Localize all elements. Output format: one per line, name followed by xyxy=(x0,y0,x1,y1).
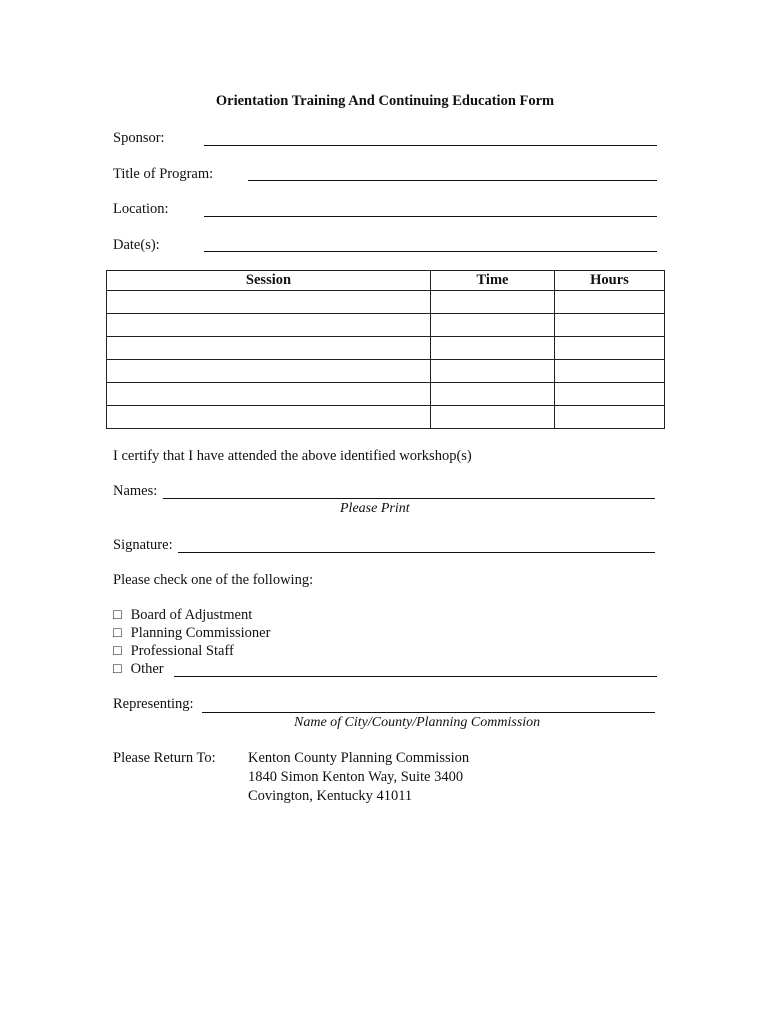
checkbox-icon[interactable]: □ xyxy=(113,643,122,659)
title-of-program-field[interactable] xyxy=(248,180,657,181)
option-other xyxy=(113,661,164,678)
names-field[interactable] xyxy=(163,498,655,499)
option-label: Planning Commissioner xyxy=(130,625,271,641)
names-hint: Please Print xyxy=(340,501,410,516)
return-address-line-3: Covington, Kentucky 41011 xyxy=(248,788,413,804)
session-column-header: Session xyxy=(107,271,431,291)
table-row xyxy=(107,314,665,337)
sponsor-field[interactable] xyxy=(204,145,657,146)
signature-label: Signature: xyxy=(113,537,173,553)
return-address-line-1: Kenton County Planning Commission xyxy=(248,750,470,766)
dates-field[interactable] xyxy=(204,251,657,252)
time-cell[interactable] xyxy=(431,337,555,360)
option-label: Professional Staff xyxy=(130,643,234,659)
location-label: Location: xyxy=(113,201,169,217)
location-field[interactable] xyxy=(204,216,657,217)
session-cell[interactable] xyxy=(107,291,431,314)
table-row xyxy=(107,337,665,360)
time-cell[interactable] xyxy=(431,383,555,406)
dates-label: Date(s): xyxy=(113,237,160,253)
checkbox-icon[interactable]: □ xyxy=(113,661,122,677)
option-label: Board of Adjustment xyxy=(130,607,253,623)
hours-column-header: Hours xyxy=(555,271,665,291)
session-cell[interactable] xyxy=(107,337,431,360)
session-cell[interactable] xyxy=(107,360,431,383)
session-cell[interactable] xyxy=(107,314,431,337)
checkbox-icon[interactable]: □ xyxy=(113,607,122,623)
session-cell[interactable] xyxy=(107,383,431,406)
check-instruction: Please check one of the following: xyxy=(113,572,314,588)
table-header-row xyxy=(107,271,665,291)
sponsor-label: Sponsor: xyxy=(113,130,165,146)
session-cell[interactable] xyxy=(107,406,431,429)
time-column-header: Time xyxy=(431,271,555,291)
form-title: Orientation Training And Continuing Education Form xyxy=(215,93,555,109)
names-label: Names: xyxy=(113,483,158,499)
hours-cell[interactable] xyxy=(555,291,665,314)
table-row xyxy=(107,291,665,314)
option-professional-staff xyxy=(113,643,234,660)
representing-field[interactable] xyxy=(202,712,655,713)
time-cell[interactable] xyxy=(431,360,555,383)
hours-cell[interactable] xyxy=(555,360,665,383)
table-row xyxy=(107,383,665,406)
hours-cell[interactable] xyxy=(555,406,665,429)
representing-hint: Name of City/County/Planning Commission xyxy=(294,715,541,730)
time-cell[interactable] xyxy=(431,291,555,314)
table-row xyxy=(107,406,665,429)
option-board-of-adjustment xyxy=(113,607,252,624)
certify-statement: I certify that I have attended the above identified workshop(s) xyxy=(113,448,472,464)
sessions-table xyxy=(106,270,665,429)
time-cell[interactable] xyxy=(431,314,555,337)
checkbox-icon[interactable]: □ xyxy=(113,625,122,641)
option-label: Other xyxy=(130,661,164,677)
option-planning-commissioner xyxy=(113,625,270,642)
return-label: Please Return To: xyxy=(113,750,216,766)
hours-cell[interactable] xyxy=(555,337,665,360)
return-address-line-2: 1840 Simon Kenton Way, Suite 3400 xyxy=(248,769,464,785)
title-of-program-label: Title of Program: xyxy=(113,166,214,182)
representing-label: Representing: xyxy=(113,696,194,712)
hours-cell[interactable] xyxy=(555,383,665,406)
time-cell[interactable] xyxy=(431,406,555,429)
table-row xyxy=(107,360,665,383)
signature-field[interactable] xyxy=(178,552,655,553)
hours-cell[interactable] xyxy=(555,314,665,337)
other-field[interactable] xyxy=(174,676,657,677)
